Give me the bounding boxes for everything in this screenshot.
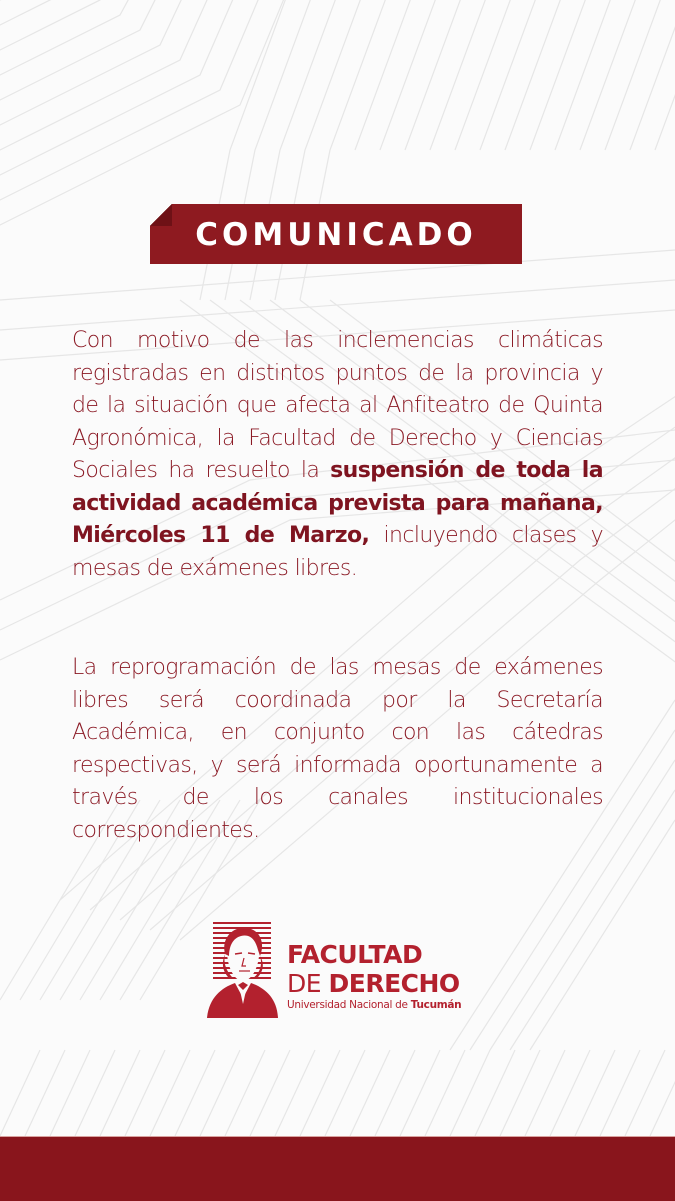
logo-title-line2-prefix: DE	[287, 969, 322, 998]
paragraph1-intro: Con motivo de las inclemencias climáticas registradas en distintos puntos de la provincia y de la situación que afecta al Anfiteatro de Quinta Agronómica, la Facultad de Derecho y Ciencias Sociales ha resuelto la	[72, 328, 603, 483]
logo-title-line2-bold: DERECHO	[328, 969, 460, 998]
logo-title-line2	[287, 970, 460, 998]
announcement-paragraph-1	[72, 325, 603, 585]
logo-title-line1: FACULTAD	[287, 940, 423, 969]
banner-fold-shadow	[150, 204, 172, 226]
logo-subtitle	[287, 999, 461, 1011]
banner-title: COMUNICADO	[195, 217, 477, 253]
comunicado-banner	[150, 204, 522, 264]
logo-subtitle-bold: Tucumán	[410, 999, 462, 1011]
paragraph1-outro: incluyendo clases y mesas de exámenes libres.	[72, 523, 603, 581]
footer-bar	[0, 1136, 675, 1201]
facultad-logo	[205, 920, 495, 1025]
announcement-paragraph-2: La reprogramación de las mesas de exámenes libres será coordinada por la Secretaría Académica, en conjunto con las cátedras respectivas, y será informada oportunamente a través de los canales institucionales correspondientes.	[72, 655, 603, 843]
logo-subtitle-prefix: Universidad Nacional de	[287, 999, 408, 1011]
paragraph1-bold: suspensión de toda la actividad académica prevista para mañana, Miércoles 11 de Marzo,	[72, 458, 603, 548]
portrait-emblem-icon	[205, 920, 280, 1020]
